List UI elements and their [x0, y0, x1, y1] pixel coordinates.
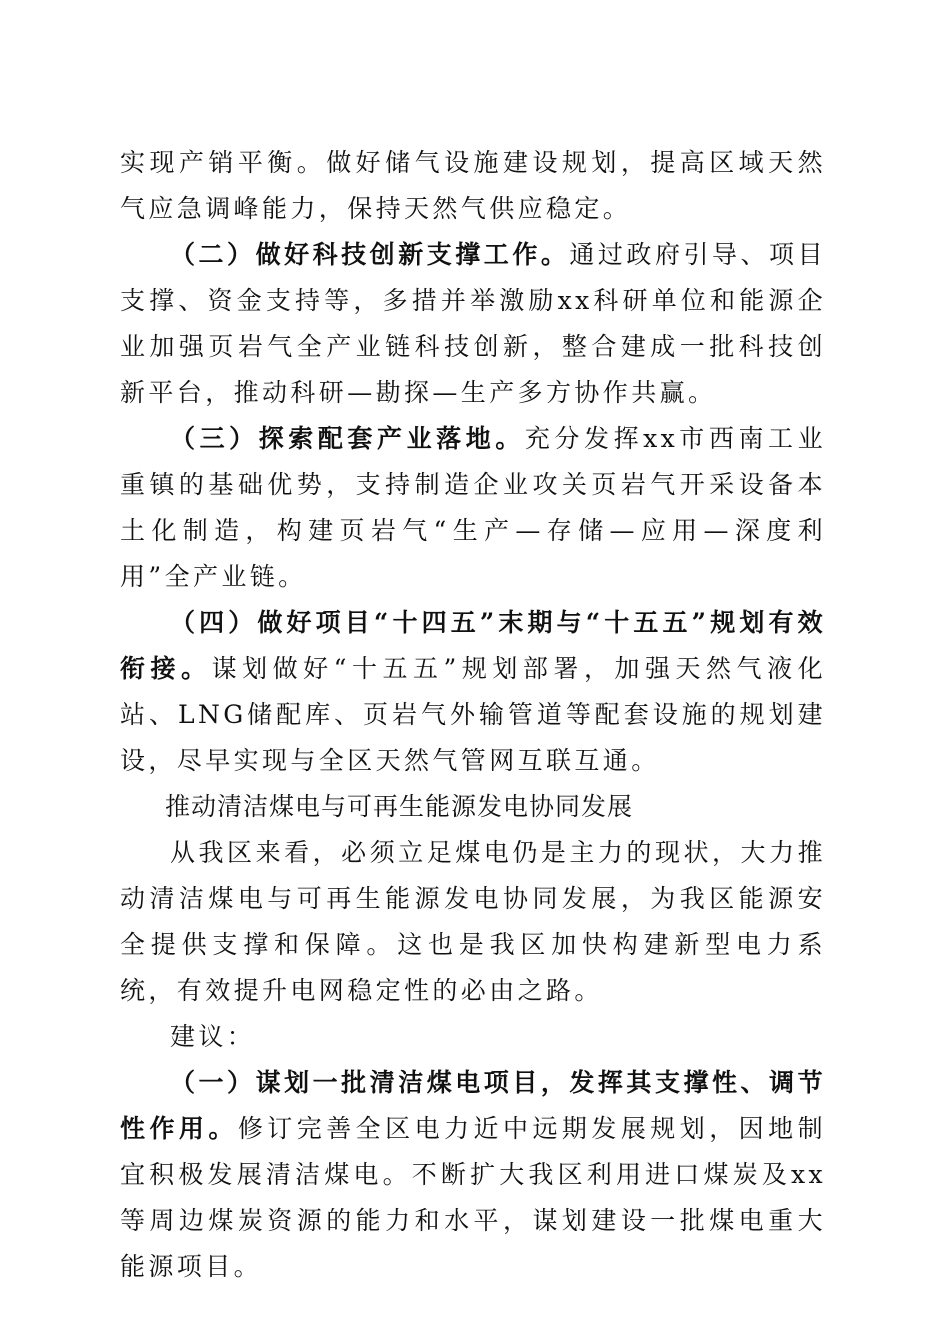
paragraph-text: 通过政府引导、项目支撑、资金支持等，多措并举激励xx科研单位和能源企业加强页岩气全产业链科技创新，整合建成一批科技创新平台，推动科研—勘探—生产多方协作共赢。 — [120, 240, 826, 407]
paragraph-text: 谋划做好“十五五”规划部署，加强天然气液化站、LNG储配库、页岩气外输管道等配套设施的规划建设，尽早实现与全区天然气管网互联互通。 — [120, 654, 827, 775]
paragraph-coal-power — [120, 830, 826, 1014]
paragraph-supporting-industry — [120, 416, 826, 600]
paragraph-planning-link — [120, 600, 826, 784]
document-body — [120, 140, 826, 1290]
paragraph-heading: （一）谋划一批清洁煤电项目，发挥其支撑性、调节性作用。 — [120, 1068, 826, 1143]
paragraph-text: 修订完善全区电力近中远期发展规划，因地制宜积极发展清洁煤电。不断扩大我区利用进口煤炭及xx等周边煤炭资源的能力和水平，谋划建设一批煤电重大能源项目。 — [120, 1114, 826, 1281]
paragraph-continuation — [120, 140, 826, 232]
paragraph-clean-coal-projects — [120, 1060, 826, 1290]
paragraph-text: 充分发挥xx市西南工业重镇的基础优势，支持制造企业攻关页岩气开采设备本土化制造，构建页岩气“生产—存储—应用—深度利用”全产业链。 — [120, 424, 826, 591]
paragraph-text: 建议： — [170, 1022, 256, 1051]
paragraph-heading: （四）做好项目“十四五”末期与“十五五”规划有效衔接。 — [120, 608, 826, 683]
paragraph-text: 从我区来看，必须立足煤电仍是主力的现状，大力推动清洁煤电与可再生能源发电协同发展，为我区能源安全提供支撑和保障。这也是我区加快构建新型电力系统，有效提升电网稳定性的必由之路。 — [120, 838, 826, 1005]
section-heading-text: 推动清洁煤电与可再生能源发电协同发展 — [165, 792, 634, 821]
paragraph-text: 实现产销平衡。做好储气设施建设规划，提高区域天然气应急调峰能力，保持天然气供应稳定。 — [120, 148, 826, 223]
paragraph-heading: （二）做好科技创新支撑工作。 — [170, 240, 570, 269]
paragraph-suggestions-label — [120, 1014, 826, 1060]
paragraph-heading: （三）探索配套产业落地。 — [170, 424, 525, 453]
section-heading — [120, 784, 826, 830]
paragraph-tech-innovation — [120, 232, 826, 416]
